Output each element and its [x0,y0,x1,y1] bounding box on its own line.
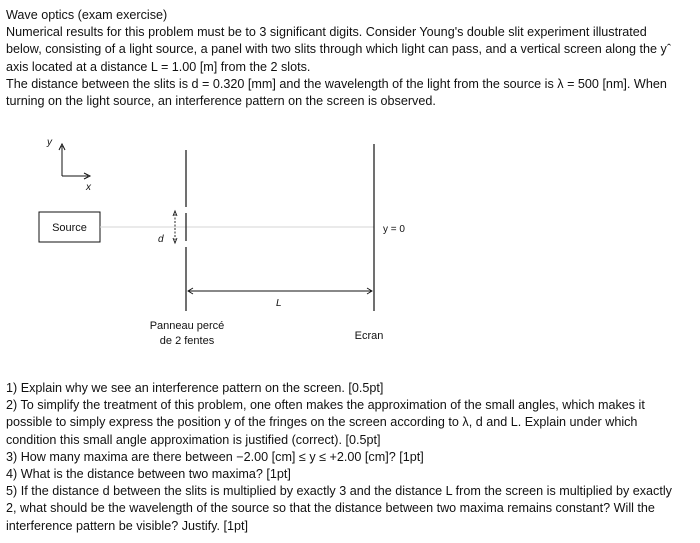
x-axis-label: x [86,182,91,193]
question-line: 3) How many maxima are there between −2.00 [cm] ≤ y ≤ +2.00 [cm]? [1pt] [6,449,424,464]
d-label: d [158,234,164,245]
question-line: 2) To simplify the treatment of this problem, one often makes the approximation of the small angles, which makes it [6,398,645,413]
y-zero-label: y = 0 [383,224,405,235]
intro-line: axis located at a distance L = 1.00 [m] from the 2 slots. [6,59,311,74]
intro-line: turning on the light source, an interference pattern on the screen is observed. [6,94,436,109]
question-line: 4) What is the distance between two maxima? [1pt] [6,467,291,482]
question-line: 2, what should be the wavelength of the source so that the distance between two maxima remains constant? Will the [6,501,655,516]
questions-list [6,380,696,535]
question-line: 1) Explain why we see an interference pattern on the screen. [0.5pt] [6,381,384,395]
question-line: interference pattern be visible? Justify. [1pt] [6,518,248,533]
L-label: L [276,298,282,309]
intro-line: below, consisting of a light source, a panel with two slits through which light can pass, and a vertical screen along the yˆ [6,42,672,57]
y-axis-label: y [47,137,52,148]
source-label: Source [52,222,87,234]
question-line: 5) If the distance d between the slits is multiplied by exactly 3 and the distance L from the screen is multiplied by exactly [6,484,672,499]
question-line: condition this small angle approximation is justified (correct). [0.5pt] [6,432,381,447]
intro-line: Numerical results for this problem must be to 3 significant digits. Consider Young's double slit experiment illustrated [6,25,647,40]
intro-line: The distance between the slits is d = 0.320 [mm] and the wavelength of the light from the source is λ = 500 [nm]. When [6,76,667,91]
exercise-title: Wave optics (exam exercise) [6,8,168,22]
L-dimension-arrow [188,288,372,294]
question-line: possible to simply express the position y of the fringes on the screen according to λ, d and L. Explain under which [6,415,638,430]
panel-caption-line-1: Panneau percé [149,320,225,332]
panel-caption-line-2: de 2 fentes [159,335,215,347]
screen-caption: Ecran [354,330,384,342]
axis-indicator [59,144,90,179]
